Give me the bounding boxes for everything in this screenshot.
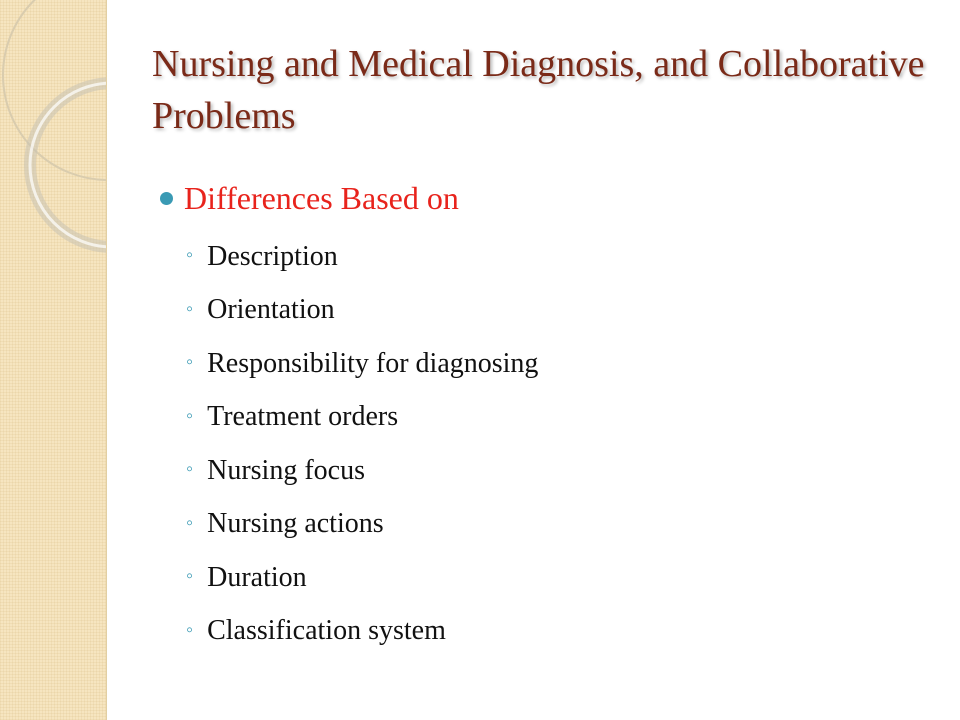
list-item-text: Treatment orders	[207, 401, 399, 433]
list-item	[186, 337, 538, 391]
list-item	[186, 230, 538, 284]
list-item-text: Responsibility for diagnosing	[207, 347, 539, 379]
list-item-text: Orientation	[207, 294, 335, 326]
circle-bullet-icon: ◦	[186, 458, 194, 481]
decorative-rings	[0, 0, 106, 260]
circle-bullet-icon: ◦	[186, 351, 194, 374]
main-bullet-text: Differences Based on	[184, 180, 459, 216]
list-item	[186, 391, 538, 445]
list-item	[186, 605, 538, 659]
sub-bullet-list	[186, 230, 538, 658]
list-item	[186, 551, 538, 605]
circle-bullet-icon: ◦	[186, 297, 194, 320]
list-item-text: Nursing actions	[207, 508, 384, 540]
list-item	[186, 498, 538, 552]
list-item-text: Duration	[207, 561, 307, 593]
main-bullet	[160, 180, 459, 217]
list-item	[186, 284, 538, 338]
list-item-text: Classification system	[207, 615, 446, 647]
bullet-dot-icon	[160, 192, 173, 205]
list-item	[186, 444, 538, 498]
list-item-text: Description	[207, 240, 338, 272]
circle-bullet-icon: ◦	[186, 404, 194, 427]
circle-bullet-icon: ◦	[186, 511, 194, 534]
circle-bullet-icon: ◦	[186, 618, 194, 641]
circle-bullet-icon: ◦	[186, 565, 194, 588]
slide-title: Nursing and Medical Diagnosis, and Collaborative Problems	[152, 43, 925, 137]
circle-bullet-icon: ◦	[186, 244, 194, 267]
list-item-text: Nursing focus	[207, 454, 365, 486]
